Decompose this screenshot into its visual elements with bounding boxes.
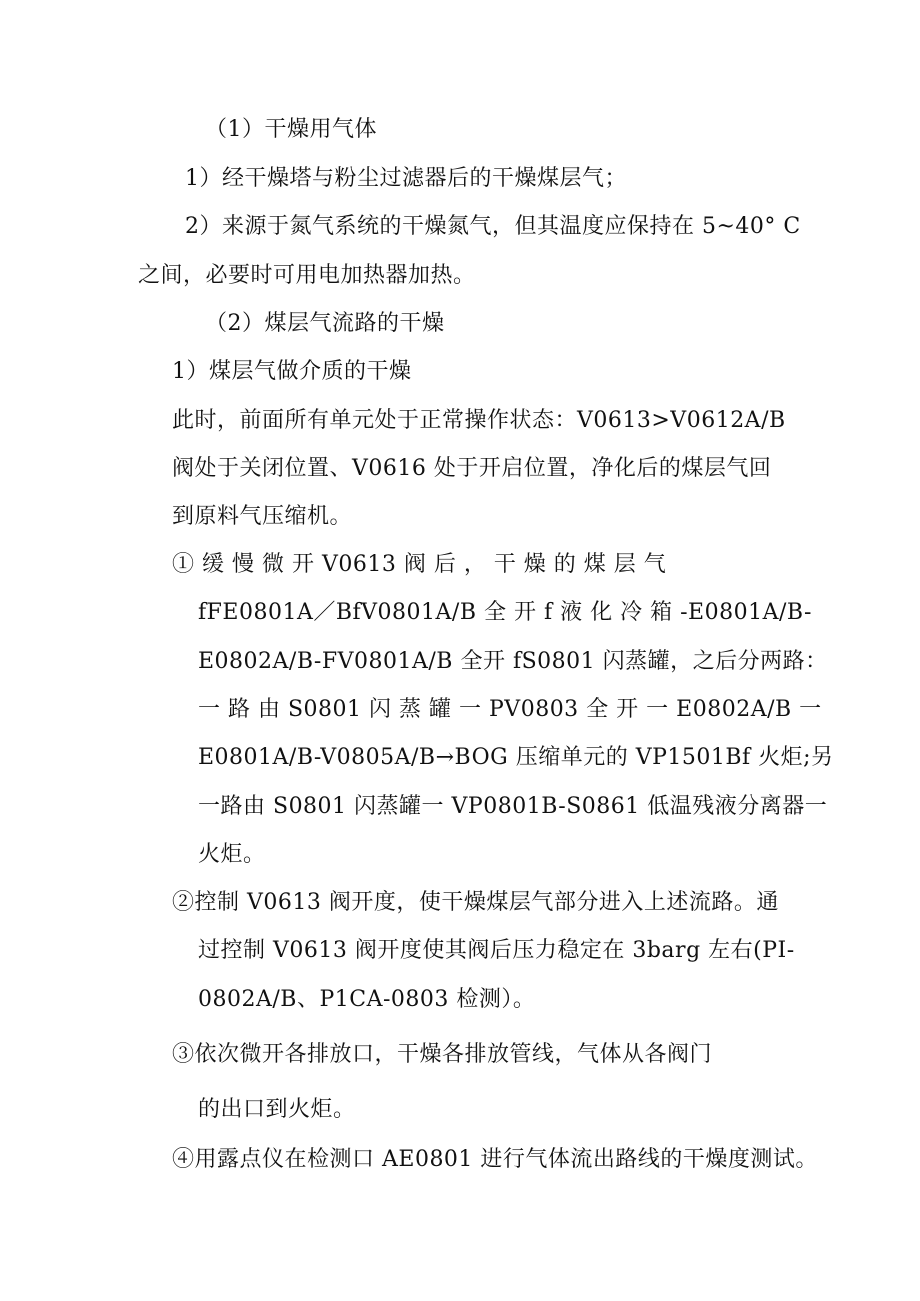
heading-gas-flow-drying: （2）煤层气流路的干燥 [205,311,445,336]
paragraph-item-1: 1）经干燥塔与粉尘过滤器后的干燥煤层气； [185,166,627,191]
paragraph-state-line-1: 此时，前面所有单元处于正常操作状态：V0613>V0612A/B [172,408,786,433]
step-1-line-7: 火炬。 [198,842,266,867]
step-1-line-1: ① 缓 慢 微 开 V0613 阀 后 ， 干 燥 的 煤 层 气 [172,552,667,577]
step-4-line-1: ④用露点仪在检测口 AE0801 进行气体流出路线的干燥度测试。 [172,1147,818,1172]
paragraph-item-2-line-2: 之间，必要时可用电加热器加热。 [138,263,476,288]
step-2-line-2: 过控制 V0613 阀开度使其阀后压力稳定在 3barg 左右(PI- [198,938,795,963]
step-1-line-3: E0802A/B-FV0801A/B 全开 fS0801 闪蒸罐，之后分两路： [198,649,828,674]
step-1-line-6: 一路由 S0801 闪蒸罐一 VP0801B-S0861 低温残液分离器一 [198,794,828,819]
subheading-medium-drying: 1）煤层气做介质的干燥 [172,359,412,384]
step-2-line-1: ②控制 V0613 阀开度，使干燥煤层气部分进入上述流路。通 [172,890,779,915]
heading-drying-gas: （1）干燥用气体 [205,117,377,142]
paragraph-item-2-line-1: 2）来源于氮气系统的干燥氮气，但其温度应保持在 5~40° C [185,214,801,239]
paragraph-state-line-3: 到原料气压缩机。 [172,504,353,529]
step-2-line-3: 0802A/B、P1CA-0803 检测）。 [198,987,536,1012]
step-3-line-1: ③依次微开各排放口，干燥各排放管线，气体从各阀门 [172,1042,713,1067]
step-1-line-5: E0801A/B-V0805A/B→BOG 压缩单元的 VP1501Bf 火炬;另 [198,745,834,770]
step-3-line-2: 的出口到火炬。 [198,1097,356,1122]
step-1-line-4: 一 路 由 S0801 闪 蒸 罐 一 PV0803 全 开 一 E0802A/B 一 [198,697,822,722]
paragraph-state-line-2: 阀处于关闭位置、V0616 处于开启位置，净化后的煤层气回 [172,456,772,481]
step-1-line-2: fFE0801A／BfV0801A/B 全 开 f 液 化 冷 箱 -E0801A/B- [198,600,812,625]
